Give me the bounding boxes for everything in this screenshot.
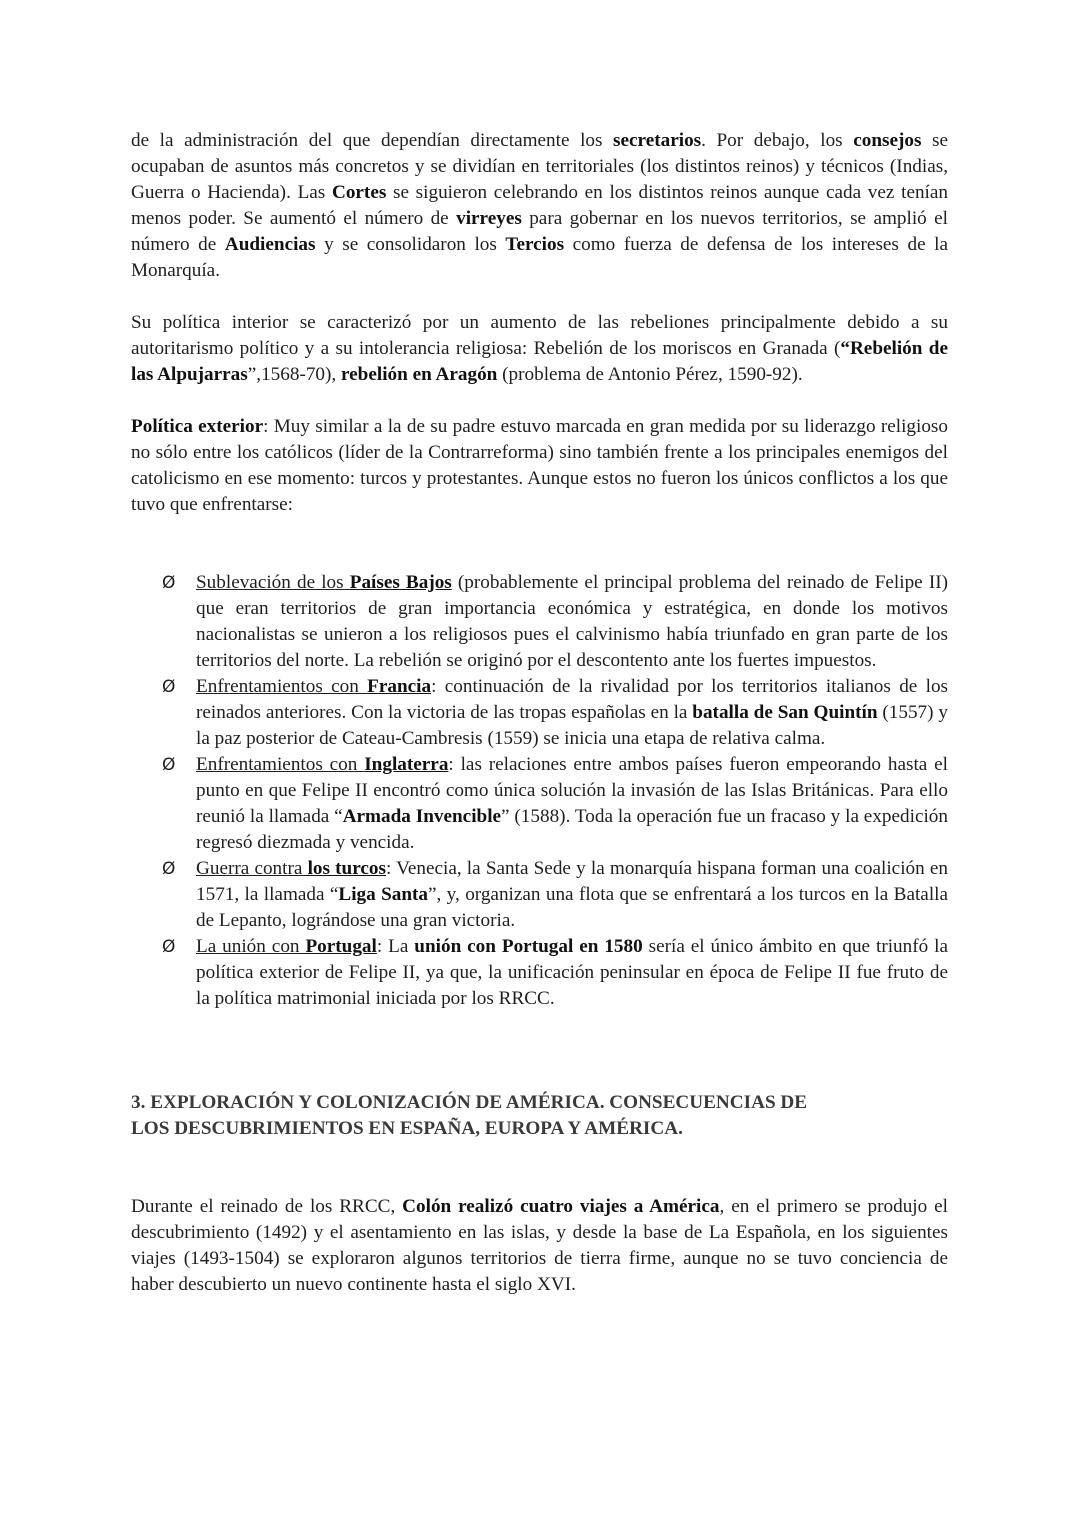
bold-term: “Rebelión de las Alpujarras: [131, 338, 948, 385]
list-item: [131, 570, 948, 674]
text: : Muy similar a la de su padre estuvo marcada en gran medida por su liderazgo religioso no sólo entre los católicos (líder de la Contrarreforma) sino también frente a los principales enemigos del catolicismo en ese momento: turcos y protestantes. Aunque estos no fueron los únicos conflictos a los que tuvo que enfrentarse:: [131, 416, 948, 515]
bold-term: Liga Santa: [338, 884, 428, 905]
underlined-text: Enfrentamientos con: [196, 676, 368, 697]
text: para gobernar en los nuevos territorios, se amplió el número de: [131, 208, 948, 255]
list-item: [131, 856, 948, 934]
bold-term: los turcos: [307, 858, 386, 879]
text: (1557) y la paz posterior de Cateau-Cambresis (1559) se inicia una etapa de relativa calma.: [196, 702, 948, 749]
bold-term: Portugal: [305, 936, 377, 957]
text: : La: [376, 936, 415, 957]
underlined-text: La unión con: [196, 936, 306, 957]
text: . Por debajo, los: [701, 130, 854, 151]
list-item: [131, 752, 948, 856]
text: (probablemente el principal problema del reinado de Felipe II) que eran territorios de gran importancia económica y estratégica, en donde los motivos nacionalistas se unieron a los religiosos pues el calvinismo había triunfado en gran parte de los territorios del norte. La rebelión se originó por el descontento ante los fuertes impuestos.: [196, 572, 948, 671]
text: Durante el reinado de los RRCC,: [131, 1196, 403, 1217]
text: : Venecia, la Santa Sede y la monarquía hispana forman una coalición en 1571, la llamada “: [196, 858, 949, 905]
text: (problema de Antonio Pérez, 1590-92).: [497, 364, 803, 385]
heading-line: LOS DESCUBRIMIENTOS EN ESPAÑA, EUROPA Y AMÉRICA.: [131, 1118, 683, 1139]
list-item: [131, 674, 948, 752]
text: : continuación de la rivalidad por los territorios italianos de los reinados anteriores. Con la victoria de las tropas españolas en la: [196, 676, 949, 723]
bold-term: rebelión en Aragón: [341, 364, 498, 385]
paragraph-administration: [131, 128, 948, 284]
bullet-arrow-icon: Ø: [162, 937, 176, 957]
text: : las relaciones entre ambos países fueron empeorando hasta el punto en que Felipe II encontró como única solución la invasión de las Islas Británicas. Para ello reunió la llamada “: [196, 754, 948, 827]
document-page: [131, 128, 948, 1298]
heading-line: 3. EXPLORACIÓN Y COLONIZACIÓN DE AMÉRICA. CONSECUENCIAS DE: [131, 1092, 808, 1113]
text: como fuerza de defensa de los intereses de la Monarquía.: [131, 234, 948, 281]
bullet-arrow-icon: Ø: [162, 755, 176, 775]
bullet-arrow-icon: Ø: [162, 677, 176, 697]
list-item: [131, 934, 948, 1012]
bold-term: Audiencias: [224, 234, 316, 255]
bold-term: Inglaterra: [364, 754, 449, 775]
underlined-text: Guerra contra: [196, 858, 308, 879]
paragraph-exterior-policy: [131, 414, 948, 518]
bold-term: unión con Portugal en 1580: [414, 936, 643, 957]
text: se ocupaban de asuntos más concretos y se dividían en territoriales (los distintos reinos) y técnicos (Indias, Guerra o Hacienda). Las: [131, 130, 948, 203]
bold-term: batalla de San Quintín: [692, 702, 878, 723]
paragraph-interior-policy: [131, 310, 948, 388]
underlined-text: Sublevación de los: [196, 572, 350, 593]
underlined-text: Enfrentamientos con: [196, 754, 365, 775]
text: Su política interior se caracterizó por un aumento de las rebeliones principalmente debido a su autoritarismo político y a su intolerancia religiosa: Rebelión de los moriscos en Granada (: [131, 312, 948, 359]
bold-term: Política exterior: [131, 416, 264, 437]
bold-term: consejos: [853, 130, 922, 151]
bold-term: Cortes: [331, 182, 387, 203]
text: ”,1568-70),: [247, 364, 341, 385]
conflicts-list: [131, 570, 948, 1012]
text: de la administración del que dependían directamente los: [131, 130, 614, 151]
text: ” (1588). Toda la operación fue un fracaso y la expedición regresó diezmada y vencida.: [196, 806, 948, 853]
bold-term: Armada Invencible: [342, 806, 502, 827]
paragraph-colon-voyages: [131, 1194, 948, 1298]
text: y se consolidaron los: [315, 234, 506, 255]
bold-term: Colón realizó cuatro viajes a América: [402, 1196, 720, 1217]
bold-term: Francia: [367, 676, 432, 697]
section-heading: [131, 1090, 948, 1142]
bold-term: Países Bajos: [349, 572, 452, 593]
text: ”, y, organizan una flota que se enfrentará a los turcos en la Batalla de Lepanto, lográndose una gran victoria.: [196, 884, 948, 931]
bullet-arrow-icon: Ø: [162, 859, 176, 879]
text: sería el único ámbito en que triunfó la política exterior de Felipe II, ya que, la unificación peninsular en época de Felipe II fue fruto de la política matrimonial iniciada por los RRCC.: [196, 936, 948, 1009]
text: , en el primero se produjo el descubrimiento (1492) y el asentamiento en las islas, y desde la base de La Española, en los siguientes viajes (1493-1504) se exploraron algunos territorios de tierra firme, aunque no se tuvo conciencia de haber descubierto un nuevo continente hasta el siglo XVI.: [131, 1196, 948, 1295]
bold-term: virreyes: [456, 208, 522, 229]
bold-term: Tercios: [505, 234, 565, 255]
bold-term: secretarios: [613, 130, 702, 151]
text: se siguieron celebrando en los distintos reinos aunque cada vez tenían menos poder. Se aumentó el número de: [131, 182, 948, 229]
bullet-arrow-icon: Ø: [162, 573, 176, 593]
